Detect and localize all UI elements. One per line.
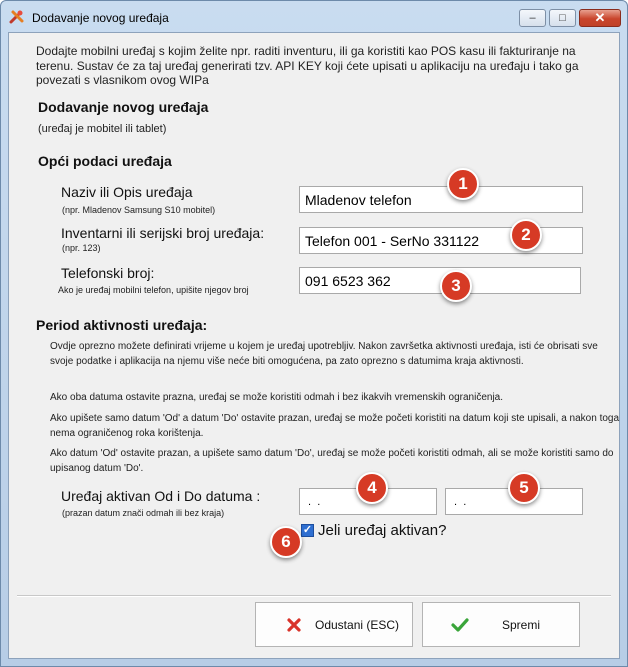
active-checkbox[interactable] — [301, 524, 314, 537]
period-note-1: Ovdje oprezno možete definirati vrijeme u kojem je uređaj upotrebljiv. Nakon završetka aktivnosti uređaja, isti će obrisati sve svoje podatke i aplikacija na njemu više neće biti omogućena, pa zato oprezno s datumima kraja aktivnosti. — [50, 341, 598, 367]
period-note-2: Ako oba datuma ostavite prazna, uređaj se može koristiti odmah i bez ikakvih vremenskih ograničenja. — [50, 392, 504, 403]
active-checkbox-label[interactable]: Jeli uređaj aktivan? — [318, 522, 447, 539]
callout-badge-6: 6 — [270, 526, 302, 558]
phone-number-label: Telefonski broj: — [61, 265, 155, 281]
phone-number-hint: Ako je uređaj mobilni telefon, upišite njegov broj — [58, 285, 249, 295]
date-range-hint: (prazan datum znači odmah ili bez kraja) — [62, 508, 225, 518]
page-title: Dodavanje novog uređaja — [38, 99, 209, 115]
device-name-label: Naziv ili Opis uređaja — [61, 184, 193, 200]
title-bar[interactable] — [1, 1, 627, 31]
green-check-icon — [451, 617, 469, 633]
save-button-label: Spremi — [502, 618, 541, 632]
period-note-4: Ako datum 'Od' ostavite prazan, a upišete samo datum 'Do', uređaj se može početi koristiti odmah, ali se može koristiti samo do upisanog datum 'Do'. — [50, 448, 614, 474]
dialog-content — [8, 32, 620, 659]
cancel-button-label: Odustani (ESC) — [315, 618, 400, 632]
window-title: Dodavanje novog uređaja — [32, 11, 169, 25]
inventory-number-label: Inventarni ili serijski broj uređaja: — [61, 225, 265, 241]
checkmark-icon: ✓ — [302, 524, 313, 536]
close-icon: ✕ — [594, 10, 606, 25]
period-section-title: Period aktivnosti uređaja: — [36, 317, 208, 333]
device-name-hint: (npr. Mladenov Samsung S10 mobitel) — [62, 205, 216, 215]
maximize-icon: □ — [559, 12, 566, 24]
callout-badge-3: 3 — [440, 270, 472, 302]
cancel-button[interactable] — [255, 602, 413, 647]
callout-badge-4: 4 — [356, 472, 388, 504]
red-x-icon — [286, 617, 302, 633]
callout-badge-2: 2 — [510, 219, 542, 251]
period-note-3: Ako upišete samo datum 'Od' a datum 'Do' ostavite prazan, uređaj se može početi koristiti na datum koji ste upisali, a nakon toga nema ograničenog roka korištenja. — [50, 413, 620, 439]
close-button[interactable] — [579, 9, 621, 27]
inventory-number-hint: (npr. 123) — [62, 243, 101, 253]
intro-text: Dodajte mobilni uređaj s kojim želite npr. raditi inventuru, ili ga koristiti kao POS kasu ili fakturiranje na terenu. Sustav će za taj uređaj generirati tzv. API KEY koji ćete upisati u aplikaciju na uređaju i tako ga povezati s vlasnikom ovog WIPa — [36, 44, 579, 87]
minimize-button[interactable] — [519, 9, 546, 27]
date-range-label: Uređaj aktivan Od i Do datuma : — [61, 488, 261, 504]
callout-badge-5: 5 — [508, 472, 540, 504]
app-tools-icon — [9, 9, 25, 25]
save-button[interactable] — [422, 602, 580, 647]
page-subtitle: (uređaj je mobitel ili tablet) — [38, 123, 167, 135]
footer-divider — [17, 595, 611, 597]
general-section-title: Opći podaci uređaja — [38, 153, 172, 169]
callout-badge-1: 1 — [447, 168, 479, 200]
device-name-input[interactable] — [299, 186, 583, 213]
minimize-icon: – — [529, 12, 536, 24]
maximize-button[interactable] — [549, 9, 576, 27]
